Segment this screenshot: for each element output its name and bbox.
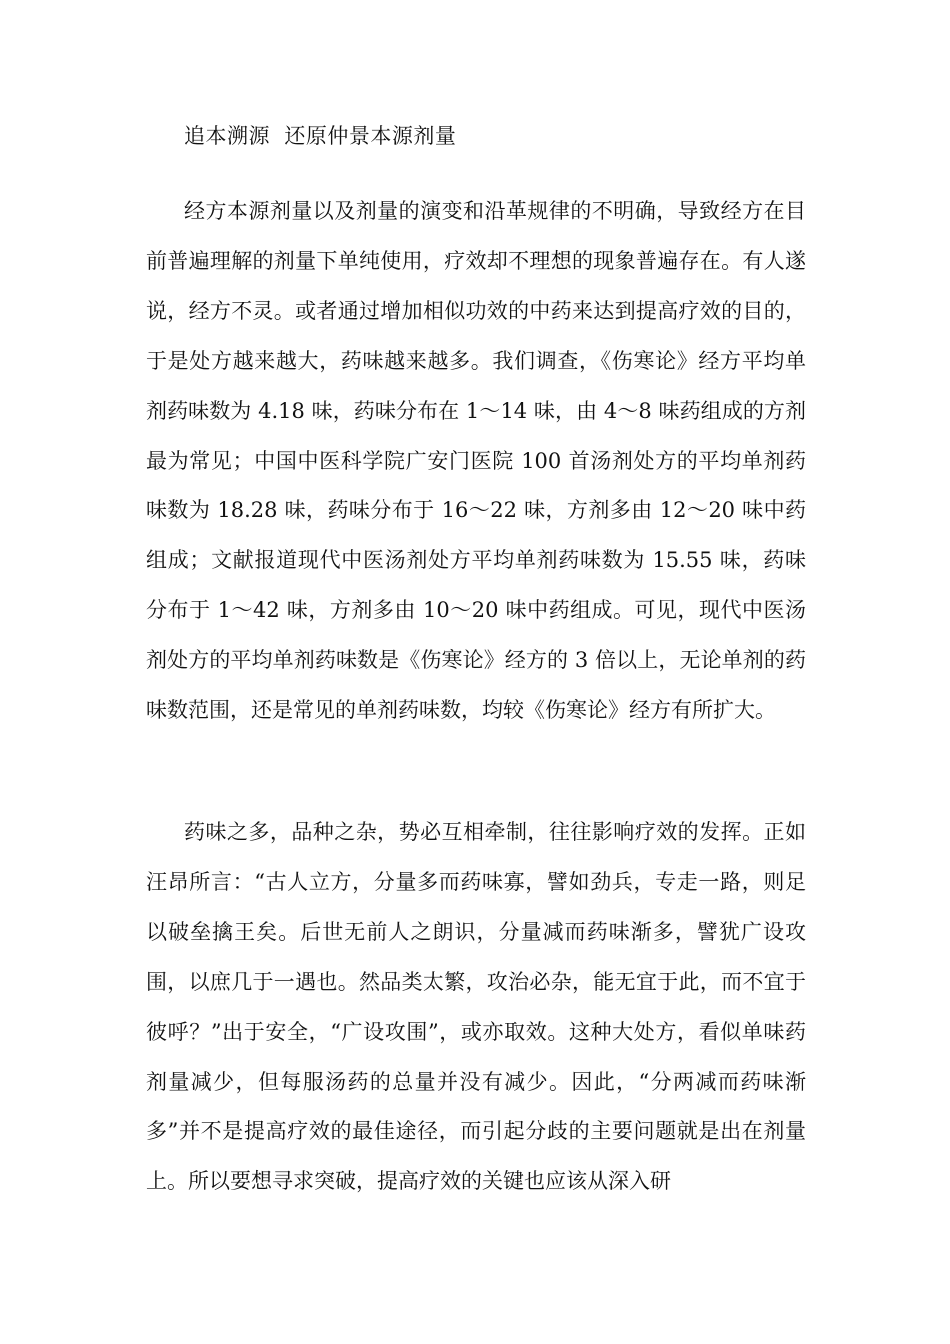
body-paragraph-1: 经方本源剂量以及剂量的演变和沿革规律的不明确，导致经方在目前普遍理解的剂量下单纯使用，疗效却不理想的现象普遍存在。有人遂说，经方不灵。或者通过增加相似功效的中药来达到提高疗效的目的，于是处方越来越大，药味越来越多。我们调查，《伤寒论》经方平均单剂药味数为 4.18 味，药味分布在 1～14 味，由 4～8 味药组成的方剂最为常见；中国中医科学院广安门医院 100 首汤剂处方的平均单剂药味数为 18.28 味，药味分布于 16～22 味，方剂多由 12～20 味中药组成；文献报道现代中医汤剂处方平均单剂药味数为 15.55 味，药味分布于 1～42 味，方剂多由 10～20 味中药组成。可见，现代中医汤剂处方的平均单剂药味数是《伤寒论》经方的 3 倍以上，无论单剂的药味数范围，还是常见的单剂药味数，均较《伤寒论》经方有所扩大。 (146, 199, 806, 723)
body-paragraph-2: 药味之多，品种之杂，势必互相牵制，往往影响疗效的发挥。正如汪昂所言：“古人立方，分量多而药味寡，譬如劲兵，专走一路，则足以破垒擒王矣。后世无前人之朗识，分量减而药味渐多，譬犹广设攻围，以庶几于一遇也。然品类太繁，攻治必杂，能无宜于此，而不宜于彼呼？”出于安全，“广设攻围”，或亦取效。这种大处方，看似单味药剂量减少，但每服汤药的总量并没有减少。因此，“分两减而药味渐多”并不是提高疗效的最佳途径，而引起分歧的主要问题就是出在剂量上。所以要想寻求突破，提高疗效的关键也应该从深入研 (146, 820, 806, 1194)
section-title: 追本溯源 还原仲景本源剂量 (184, 124, 457, 148)
